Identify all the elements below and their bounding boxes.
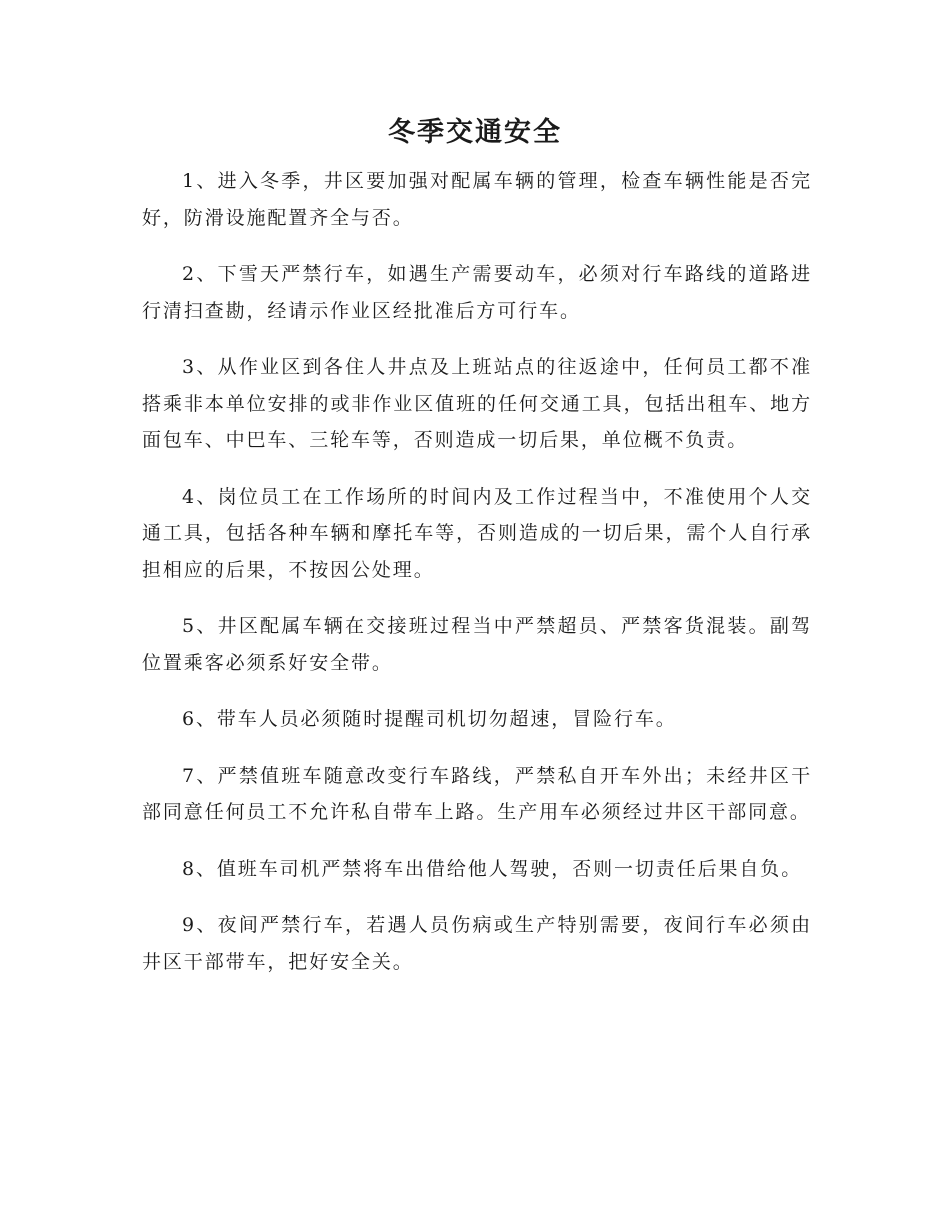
paragraph-8: 8、值班车司机严禁将车出借给他人驾驶，否则一切责任后果自负。 [182,857,803,880]
paragraph-6: 6、带车人员必须随时提醒司机切勿超速，冒险行车。 [182,708,677,730]
paragraph-7: 7、严禁值班车随意改变行车路线，严禁私自开车外出；未经井区干部同意任何员工不允许私自带车上路。生产用车必须经过井区干部同意。 [142,764,812,823]
document-body [142,163,812,1000]
paragraph-4: 4、岗位员工在工作场所的时间内及工作过程当中，不准使用个人交通工具，包括各种车辆和摩托车等，否则造成的一切后果，需个人自行承担相应的后果，不按因公处理。 [142,485,812,581]
paragraph-2: 2、下雪天严禁行车，如遇生产需要动车，必须对行车路线的道路进行清扫查勘，经请示作业区经批准后方可行车。 [142,263,812,322]
paragraph-1: 1、进入冬季，井区要加强对配属车辆的管理，检查车辆性能是否完好，防滑设施配置齐全与否。 [142,170,812,229]
paragraph-3: 3、从作业区到各住人井点及上班站点的往返途中，任何员工都不准搭乘非本单位安排的或非作业区值班的任何交通工具，包括出租车、地方面包车、中巴车、三轮车等，否则造成一切后果，单位概不负责。 [142,356,812,451]
document-title: 冬季交通安全 [388,117,562,148]
paragraph-5: 5、井区配属车辆在交接班过程当中严禁超员、严禁客货混装。副驾位置乘客必须系好安全带。 [142,615,812,674]
paragraph-9: 9、夜间严禁行车，若遇人员伤病或生产特别需要，夜间行车必须由井区干部带车，把好安全关。 [142,914,812,973]
